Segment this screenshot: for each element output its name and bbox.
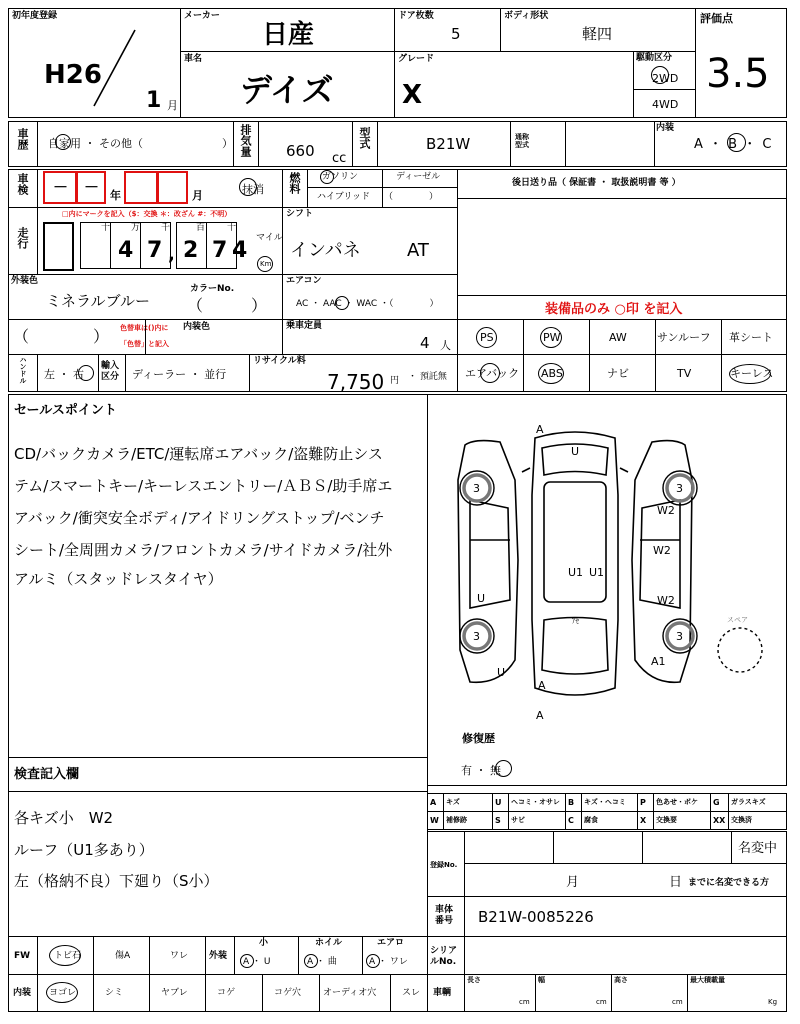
model-label: 型式 [358,127,371,149]
mileage-unit-4: 百 [196,223,206,233]
fw-item-1-label: トビ石 [54,951,82,961]
inspection-line-3: 左（格納不良）下廻り（S小） [14,872,219,890]
disp-label: 排気量 [239,124,252,157]
int-item-7-label: スレ [402,988,421,998]
ac-label: エアコン [286,276,322,286]
fuel-label: 燃料 [288,172,301,194]
serial-label: シリアルNo. [430,946,458,967]
legend-row2-text-7: X [640,816,647,825]
import-value: ディーラー ・ 並行 [132,368,227,381]
common-cell [565,121,655,167]
maker-label: メーカー [184,11,220,21]
body-label: ボディ形状 [504,11,549,21]
insp-box-3 [124,171,158,204]
dims-load-label: 最大積載量 [690,976,725,984]
legend-row1-text-5: B [568,798,575,807]
mileage-unit-3: 千 [161,223,171,233]
legend-row2-text-10: 交換済 [731,816,752,824]
shift-pos: インパネ [290,240,361,261]
diag-tire-fl: 3 [473,482,480,495]
ext-wheel-circle [304,954,318,968]
int-color-label: 内装色 [183,322,211,332]
legend-row2-text-3: S [495,816,501,825]
equip-aw-label: AW [609,331,627,344]
regno-sub-1 [464,831,554,864]
legend-row1-text-2: キズ [446,798,460,806]
mileage-label: 走行 [16,227,29,249]
ext-small-label: 小 [259,938,269,948]
legend-row1-text-3: U [495,798,502,807]
equip-airbag-circle [480,363,500,383]
dims-hei-label: 高さ [614,976,628,984]
disp-unit: cc [332,151,347,166]
score-value: 3.5 [706,51,770,97]
grade-label: グレード [398,54,435,64]
ext-aero-label: エアロ [377,938,405,948]
int-item-5-label: コゲ穴 [274,988,302,998]
equip-keyless-circle [729,364,774,384]
int-item-1-label: ヨゴレ [49,988,77,998]
legend-row1-text-1: A [430,798,437,807]
dims-wid-unit: cm [596,998,607,1006]
fuel-gasoline-circle [320,170,334,184]
chassis-value: B21W-0085226 [478,908,594,926]
legend-row2-text-6: 腐食 [584,816,598,824]
diag-mark-w2-r2: W2 [653,544,671,557]
regno-sub-2 [553,831,643,864]
interior-grade: A ・ B ・ C [694,137,773,152]
colorno-label: カラーNo. [190,284,235,294]
fuel-gasoline: ガソリン [322,172,359,182]
score-label: 評価点 [700,12,733,25]
legend-row1-text-6: キズ・ヘコミ [584,798,626,806]
insp-expired: 抹消 [242,183,264,196]
interior-label: 内装 [656,123,675,133]
mileage-unit-5: 十 [227,223,237,233]
diag-tire-fr: 3 [676,482,683,495]
colorno-value: （ ） [187,296,268,315]
body-value: 軽四 [582,25,613,43]
reg-label: 初年度登録 [12,11,58,21]
reg-slash [90,28,140,108]
ext-color-value: ミネラルブルー [46,292,150,310]
use-close: ） [222,137,233,150]
reg-month-unit: 月 [167,99,178,112]
mileage-unit-km: Km [260,260,272,268]
capacity-unit: 人 [440,339,451,352]
legend-row1-text-4: ヘコミ・オサレ [511,798,560,806]
legend-row2-text-9: XX [713,816,726,825]
regno-label: 登録No. [430,861,458,869]
fw-item-1-circle [49,945,81,966]
mileage-digit-4: 7 [212,238,228,263]
maker-value: 日産 [262,20,315,50]
sales-line-4: シート/全周囲カメラ/フロントカメラ/サイドカメラ/社外 [14,541,393,559]
drive-2wd-circle [651,66,669,84]
capacity-label: 乗車定員 [286,321,323,331]
int-item-6-label: オーディオ穴 [323,988,377,998]
dims-wid-label: 幅 [538,976,545,984]
fuel-diesel: ディーゼル [396,172,441,182]
ext-wheel-value: A ・ 曲 [307,957,337,967]
legend-row2-text-4: サビ [511,816,525,824]
int-label: 内装 [13,988,32,998]
reg-month: 1 [146,88,162,113]
dims-len-unit: cm [519,998,530,1006]
interior-selected-circle [727,133,746,152]
ext-aero-value: A ・ ワレ [369,957,408,967]
sales-line-2: テム/スマートキー/キーレスエントリー/ＡＢＳ/助手席エ [14,477,393,495]
diag-mark-u1-a: U1 [568,566,584,579]
color-change-note-1: 色替車は()内に [120,324,169,332]
recycle-unit: 円 [390,376,400,386]
regno-sub-3 [642,831,732,864]
common-label: 通称型式 [515,133,529,150]
regno-day: 日 [669,875,683,890]
fw-label: FW [14,951,31,961]
equip-ps-label: PS [480,331,494,344]
capacity-value: 4 [420,334,430,352]
legend-row1-text-8: 色あせ・ボケ [656,798,698,806]
insp-month: 月 [192,189,203,202]
dims-wid-cell [535,974,612,1012]
legend-row2-text-1: W [430,816,439,825]
legend-row2-text-2: 補修跡 [446,816,467,824]
equip-leather-label: 革シート [729,331,773,344]
diag-tire-rl: 3 [473,630,480,643]
ext-aero-circle [366,954,380,968]
equipment-header: 装備品のみ ○印 を記入 [545,302,683,317]
equip-abs-label: ABS [541,367,563,380]
fuel-hybrid: ハイブリッド [317,192,371,202]
use-selected-circle [55,134,71,150]
mileage-note: □内にマークを記入（$：交換 ＊：改ざん #：不明） [62,210,232,218]
mileage-mark-box [43,222,74,271]
regno-change: 名変中 [738,841,778,856]
equip-pw-circle [540,327,562,348]
int-color-cell [145,319,283,355]
diag-mark-w2-r3: W2 [657,594,675,607]
inspection-line-1: 各キズ小 W2 [14,809,114,827]
sales-label: セールスポイント [14,403,117,418]
diag-tire-rr: 3 [676,630,683,643]
legend-row2-text-5: C [568,816,574,825]
fuel-hybrid-paren: （ ） [384,192,439,202]
legend-row2-text-8: 交換要 [656,816,677,824]
equip-tv-label: TV [677,367,692,380]
doors-label: ドア枚数 [398,11,434,21]
shift-type: AT [407,240,429,261]
ext-wheel-label: ホイル [315,938,343,948]
legend-row1-text-7: P [640,798,646,807]
inspection-line-2: ルーフ（U1多あり） [14,841,154,859]
equip-sunroof-label: サンルーフ [657,331,711,344]
mileage-unit-1: 十 [101,223,111,233]
legend-row1-text-9: G [713,798,720,807]
ext-small-value: A ・ U [243,957,271,967]
int-item-1-circle [46,982,78,1003]
dims-len-label: 長さ [467,976,481,984]
equip-navi-label: ナビ [607,367,629,380]
mileage-digit-1: 4 [118,238,134,263]
ext-small-circle [240,954,254,968]
serial-cell [464,936,787,975]
sales-line-3: アバック/衝突安全ボディ/アイドリングストップ/ベンチ [14,509,385,527]
equip-airbag-label: エアバック [465,367,520,380]
shift-label: シフト [286,209,314,219]
insp-year: 年 [110,189,121,202]
equip-pw-label: PW [543,331,561,344]
ac-selected-circle [335,296,349,310]
regno-month: 月 [566,875,580,890]
dims-label: 車輌 [433,988,452,998]
insp-box-4 [157,171,188,204]
diag-mark-a-rear-1: A [538,679,546,692]
chassis-label: 車体番号 [435,905,454,926]
model-value: B21W [426,135,471,153]
equip-ps-circle [476,327,497,348]
dims-hei-unit: cm [672,998,683,1006]
int-item-3-label: ヤブレ [161,988,188,998]
reg-era: H26 [44,60,102,90]
use-value: 自家用 ・ その他（ [48,137,143,150]
mileage-digit-3: 2 [183,238,199,263]
diag-mark-u-rear: U [497,666,506,679]
diag-mark-u-front: U [571,445,580,458]
insp-dash-2: － [84,178,100,196]
insp-dash-1: － [53,178,69,196]
recycle-label: リサイクル料 [253,356,306,366]
insp-expired-circle [239,178,257,196]
inspection-area-label: 検査記入欄 [14,767,80,782]
drive-4wd: 4WD [652,98,679,111]
history-label: 車歴 [16,128,29,150]
mileage-km-circle [257,256,273,272]
diag-mark-a-top: A [536,423,544,436]
name-value: デイズ [240,71,334,109]
mileage-unit-2: 万 [131,223,141,233]
drive-2wd: 2WD [652,72,679,85]
repair-none-circle [495,760,512,777]
mileage-sep: , [168,244,175,265]
fw-item-2-label: 傷A [115,951,131,961]
drive-divider [633,89,696,90]
diag-spare-label: スペア [727,616,748,624]
diag-mark-w2-r1: W2 [657,504,675,517]
repair-value: 有 ・ 無 [461,764,501,777]
fw-item-3-label: ワレ [170,951,189,961]
equip-keyless-label: キーレス [730,367,774,380]
handle-right-circle [78,365,94,381]
regno-deadline: までに名変できる方 [688,878,770,888]
equip-abs-circle [538,363,564,384]
docs-value: 後日送り品（ 保証書 ・ 取扱説明書 等 ） [512,178,681,188]
int-item-2-label: シミ [105,988,124,998]
legend-row1-text-10: ガラスキズ [731,798,766,806]
car-diagram [430,420,780,720]
handle-value: 左 ・ 右 [44,368,84,381]
diag-mark-u-left: U [477,592,486,605]
mileage-unit-mile: マイル [256,233,283,243]
mileage-digit-2: 7 [147,238,163,263]
diag-mark-a1: A1 [651,655,666,668]
ext-label: 外装 [209,951,228,961]
diag-mark-u1-b: U1 [589,566,605,579]
int-item-4-label: コゲ [217,988,236,998]
recycle-value: 7,750 [327,370,385,394]
diag-note: ｱｾ [572,617,579,625]
docs-area [457,198,787,296]
import-label: 輸入区分 [101,361,120,382]
mileage-digit-5: 4 [232,238,248,263]
ext-color-label: 外装色 [11,276,39,286]
diag-mark-a-rear-2: A [536,709,544,722]
color-change-note-2: 「色替」と記入 [120,340,169,348]
ac-value: AC ・ AAC ・ WAC ・（ ） [296,299,439,309]
recycle-note: ・ 預託無 [408,372,447,382]
drive-label: 駆動区分 [636,53,673,63]
name-label: 車名 [184,54,203,64]
sales-line-5: アルミ（スタッドレスタイヤ） [14,570,223,588]
inspection-label: 車検 [16,173,29,195]
sales-line-1: CD/バックカメラ/ETC/運転席エアバック/盗難防止シス [14,445,383,463]
doors-value: 5 [451,25,461,43]
disp-value: 660 [286,142,315,160]
grade-value: X [402,80,423,110]
dims-load-unit: Kg [768,998,778,1006]
paren-value: （ ） [13,327,110,346]
repair-label: 修復歴 [462,732,495,745]
handle-label: ハンドル [19,356,27,384]
